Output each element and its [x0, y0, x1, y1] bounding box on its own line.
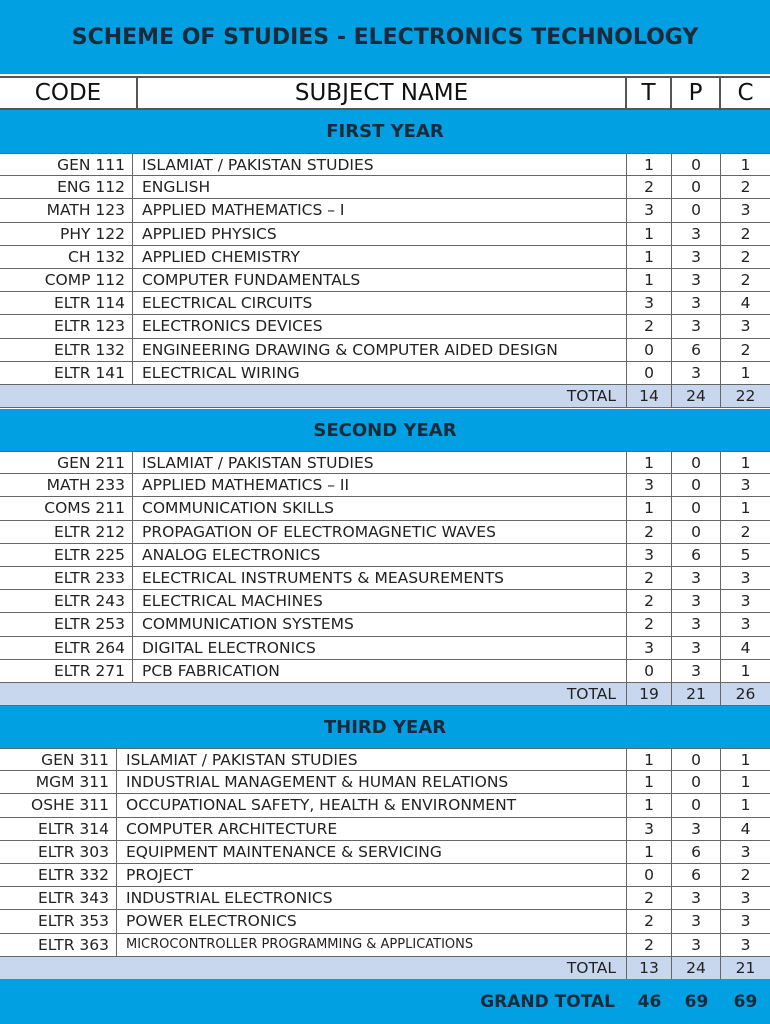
table-row	[0, 910, 770, 933]
subject-name: EQUIPMENT MAINTENANCE & SERVICING	[117, 841, 627, 863]
subject-code: MATH 233	[0, 474, 133, 496]
first-year-table	[0, 153, 770, 408]
subject-name: COMMUNICATION SKILLS	[133, 497, 627, 519]
credit-value: 3	[740, 201, 751, 220]
practical-value: 3	[672, 934, 721, 956]
credit-value: 3	[740, 889, 751, 908]
subject-name: INDUSTRIAL ELECTRONICS	[117, 887, 627, 909]
practical-value: 3	[672, 910, 721, 932]
subject-name: OCCUPATIONAL SAFETY, HEALTH & ENVIRONMENT	[117, 794, 627, 816]
practical-value: 6	[672, 544, 721, 566]
practical-value: 0	[672, 452, 721, 473]
subject-code: ELTR 123	[0, 315, 133, 337]
credit-value: 2	[740, 340, 751, 359]
credit-value: 3	[740, 935, 751, 954]
credit-value: 3	[740, 912, 751, 931]
table-row	[0, 544, 770, 567]
theory-value: 2	[627, 910, 672, 932]
subject-name: APPLIED MATHEMATICS – II	[133, 474, 627, 496]
header-code: CODE	[0, 78, 138, 108]
theory-value: 1	[627, 452, 672, 473]
subject-name: PROJECT	[117, 864, 627, 886]
credit-value: 3	[740, 842, 751, 861]
total-c: 22	[735, 386, 756, 405]
subject-code: ELTR 243	[0, 590, 133, 612]
section-third-year: THIRD YEAR	[0, 706, 770, 748]
credit-value: 1	[740, 499, 751, 518]
theory-value: 0	[627, 864, 672, 886]
subject-name: APPLIED MATHEMATICS – I	[133, 199, 627, 221]
theory-value: 3	[627, 818, 672, 840]
table-row	[0, 934, 770, 957]
grand-total-label: GRAND TOTAL	[480, 991, 615, 1012]
subject-name: INDUSTRIAL MANAGEMENT & HUMAN RELATIONS	[117, 771, 627, 793]
credit-value: 4	[740, 294, 751, 313]
subject-code: CH 132	[0, 246, 133, 268]
credit-value: 2	[740, 178, 751, 197]
credit-value: 2	[740, 522, 751, 541]
table-row	[0, 637, 770, 660]
theory-value: 0	[627, 339, 672, 361]
theory-value: 3	[627, 637, 672, 659]
subject-name: APPLIED PHYSICS	[133, 223, 627, 245]
practical-value: 0	[672, 154, 721, 175]
subject-code: ELTR 264	[0, 637, 133, 659]
table-row	[0, 660, 770, 683]
table-row	[0, 292, 770, 315]
practical-value: 0	[672, 794, 721, 816]
practical-value: 3	[672, 637, 721, 659]
subject-code: COMS 211	[0, 497, 133, 519]
subject-code: MGM 311	[0, 771, 117, 793]
subject-code: GEN 111	[0, 154, 133, 175]
theory-value: 3	[627, 544, 672, 566]
subject-name: PROPAGATION OF ELECTROMAGNETIC WAVES	[133, 521, 627, 543]
subject-name: ISLAMIAT / PAKISTAN STUDIES	[117, 749, 627, 770]
table-row	[0, 246, 770, 269]
subject-name: ISLAMIAT / PAKISTAN STUDIES	[133, 452, 627, 473]
subject-name: ANALOG ELECTRONICS	[133, 544, 627, 566]
practical-value: 0	[672, 749, 721, 770]
total-p: 24	[672, 957, 721, 979]
third-year-table	[0, 748, 770, 980]
practical-value: 3	[672, 292, 721, 314]
table-row	[0, 315, 770, 338]
credit-value: 1	[740, 750, 751, 769]
subject-code: ELTR 212	[0, 521, 133, 543]
table-row	[0, 887, 770, 910]
subject-code: PHY 122	[0, 223, 133, 245]
subject-code: ELTR 233	[0, 567, 133, 589]
theory-value: 1	[627, 841, 672, 863]
theory-value: 1	[627, 771, 672, 793]
section-first-year: FIRST YEAR	[0, 110, 770, 153]
total-label: TOTAL	[0, 683, 627, 705]
total-label: TOTAL	[0, 385, 627, 407]
practical-value: 6	[672, 841, 721, 863]
table-row	[0, 748, 770, 771]
header-c: C	[737, 80, 754, 106]
theory-value: 2	[627, 613, 672, 635]
theory-value: 1	[627, 794, 672, 816]
subject-code: OSHE 311	[0, 794, 117, 816]
subject-name: ELECTRICAL MACHINES	[133, 590, 627, 612]
grand-total-row	[0, 979, 770, 1024]
credit-value: 3	[740, 317, 751, 336]
total-row	[0, 957, 770, 980]
credit-value: 1	[740, 363, 751, 382]
credit-value: 1	[740, 661, 751, 680]
total-t: 19	[627, 683, 672, 705]
subject-name: COMPUTER FUNDAMENTALS	[133, 269, 627, 291]
subject-code: ELTR 343	[0, 887, 117, 909]
subject-name: ELECTRICAL CIRCUITS	[133, 292, 627, 314]
practical-value: 3	[672, 567, 721, 589]
credit-value: 1	[740, 796, 751, 815]
practical-value: 3	[672, 362, 721, 384]
subject-name: POWER ELECTRONICS	[117, 910, 627, 932]
header-t: T	[627, 78, 672, 108]
theory-value: 2	[627, 934, 672, 956]
subject-code: ELTR 303	[0, 841, 117, 863]
subject-code: ELTR 353	[0, 910, 117, 932]
table-row	[0, 567, 770, 590]
table-row	[0, 339, 770, 362]
header-p: P	[672, 78, 721, 108]
subject-name: ENGINEERING DRAWING & COMPUTER AIDED DESIGN	[133, 339, 627, 361]
header-subject-name: SUBJECT NAME	[138, 78, 627, 108]
grand-total-c: 69	[733, 991, 758, 1012]
theory-value: 1	[627, 223, 672, 245]
theory-value: 2	[627, 521, 672, 543]
credit-value: 5	[740, 545, 751, 564]
practical-value: 3	[672, 613, 721, 635]
total-p: 21	[672, 683, 721, 705]
subject-name: ENGLISH	[133, 176, 627, 198]
subject-name: ELECTRONICS DEVICES	[133, 315, 627, 337]
subject-code: ELTR 114	[0, 292, 133, 314]
subject-code: ENG 112	[0, 176, 133, 198]
practical-value: 3	[672, 246, 721, 268]
table-row	[0, 613, 770, 636]
credit-value: 2	[740, 247, 751, 266]
subject-code: ELTR 314	[0, 818, 117, 840]
subject-name: PCB FABRICATION	[133, 660, 627, 682]
total-p: 24	[672, 385, 721, 407]
credit-value: 2	[740, 271, 751, 290]
practical-value: 3	[672, 887, 721, 909]
practical-value: 0	[672, 474, 721, 496]
theory-value: 3	[627, 292, 672, 314]
subject-code: ELTR 363	[0, 934, 117, 956]
credit-value: 2	[740, 866, 751, 885]
grand-total-t: 46	[637, 991, 662, 1012]
practical-value: 0	[672, 521, 721, 543]
subject-code: GEN 211	[0, 452, 133, 473]
credit-value: 3	[740, 592, 751, 611]
credit-value: 4	[740, 638, 751, 657]
credit-value: 4	[740, 819, 751, 838]
grand-total-p: 69	[684, 991, 709, 1012]
total-t: 14	[627, 385, 672, 407]
practical-value: 0	[672, 497, 721, 519]
table-row	[0, 474, 770, 497]
theory-value: 3	[627, 474, 672, 496]
practical-value: 6	[672, 864, 721, 886]
credit-value: 3	[740, 569, 751, 588]
subject-name: ISLAMIAT / PAKISTAN STUDIES	[133, 154, 627, 175]
subject-name: DIGITAL ELECTRONICS	[133, 637, 627, 659]
practical-value: 0	[672, 771, 721, 793]
table-row	[0, 521, 770, 544]
table-row	[0, 269, 770, 292]
table-header	[0, 76, 770, 110]
total-row	[0, 385, 770, 408]
credit-value: 3	[740, 615, 751, 634]
table-row	[0, 362, 770, 385]
subject-code: ELTR 132	[0, 339, 133, 361]
table-row	[0, 864, 770, 887]
total-c: 21	[735, 958, 756, 977]
total-label: TOTAL	[0, 957, 627, 979]
theory-value: 2	[627, 567, 672, 589]
table-row	[0, 497, 770, 520]
table-row	[0, 590, 770, 613]
table-row	[0, 451, 770, 474]
subject-name: MICROCONTROLLER PROGRAMMING & APPLICATIONS	[117, 934, 627, 956]
total-c: 26	[735, 684, 756, 703]
theory-value: 2	[627, 315, 672, 337]
practical-value: 3	[672, 315, 721, 337]
subject-code: ELTR 253	[0, 613, 133, 635]
practical-value: 3	[672, 818, 721, 840]
table-row	[0, 199, 770, 222]
subject-name: ELECTRICAL INSTRUMENTS & MEASUREMENTS	[133, 567, 627, 589]
subject-code: ELTR 225	[0, 544, 133, 566]
theory-value: 1	[627, 269, 672, 291]
subject-name: COMMUNICATION SYSTEMS	[133, 613, 627, 635]
subject-code: GEN 311	[0, 749, 117, 770]
theory-value: 1	[627, 246, 672, 268]
table-row	[0, 818, 770, 841]
practical-value: 6	[672, 339, 721, 361]
subject-code: COMP 112	[0, 269, 133, 291]
total-t: 13	[627, 957, 672, 979]
theory-value: 2	[627, 176, 672, 198]
section-second-year: SECOND YEAR	[0, 409, 770, 451]
theory-value: 2	[627, 590, 672, 612]
credit-value: 1	[740, 453, 751, 472]
practical-value: 0	[672, 176, 721, 198]
theory-value: 2	[627, 887, 672, 909]
practical-value: 0	[672, 199, 721, 221]
theory-value: 0	[627, 362, 672, 384]
subject-code: ELTR 332	[0, 864, 117, 886]
subject-code: ELTR 271	[0, 660, 133, 682]
subject-code: ELTR 141	[0, 362, 133, 384]
credit-value: 3	[740, 476, 751, 495]
table-row	[0, 841, 770, 864]
theory-value: 1	[627, 749, 672, 770]
table-row	[0, 794, 770, 817]
credit-value: 1	[740, 155, 751, 174]
second-year-table	[0, 451, 770, 706]
table-row	[0, 176, 770, 199]
practical-value: 3	[672, 269, 721, 291]
page-title: SCHEME OF STUDIES - ELECTRONICS TECHNOLOGY	[0, 0, 770, 74]
subject-name: ELECTRICAL WIRING	[133, 362, 627, 384]
subject-name: COMPUTER ARCHITECTURE	[117, 818, 627, 840]
subject-name: APPLIED CHEMISTRY	[133, 246, 627, 268]
theory-value: 1	[627, 154, 672, 175]
practical-value: 3	[672, 223, 721, 245]
theory-value: 1	[627, 497, 672, 519]
total-row	[0, 683, 770, 706]
table-row	[0, 153, 770, 176]
theory-value: 0	[627, 660, 672, 682]
credit-value: 1	[740, 773, 751, 792]
theory-value: 3	[627, 199, 672, 221]
subject-code: MATH 123	[0, 199, 133, 221]
credit-value: 2	[740, 224, 751, 243]
table-row	[0, 223, 770, 246]
practical-value: 3	[672, 660, 721, 682]
practical-value: 3	[672, 590, 721, 612]
table-row	[0, 771, 770, 794]
